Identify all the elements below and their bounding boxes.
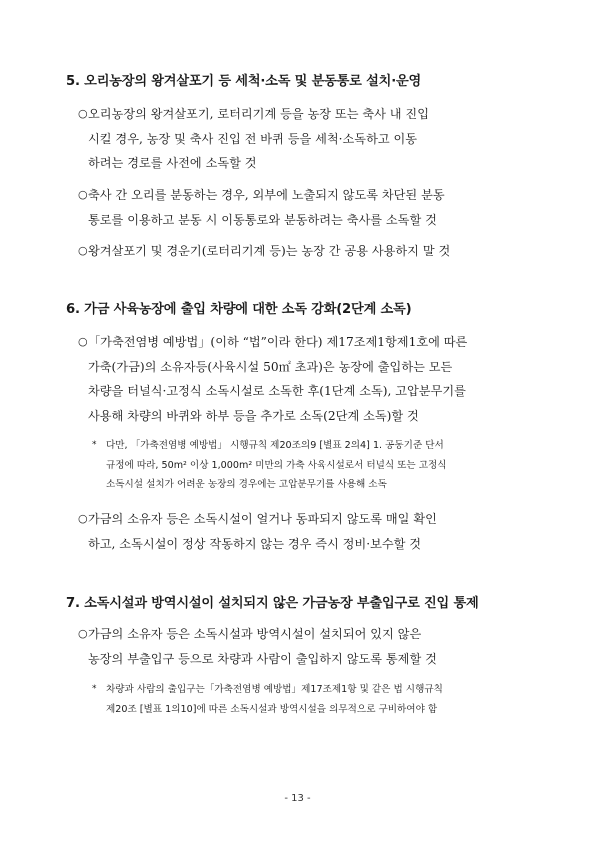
note-line: 차량과 사람의 출입구는「가축전염병 예방법」제17조제1항 및 같은 법 시행규칙 [106, 684, 443, 695]
asterisk-icon: * [92, 684, 97, 694]
circle-bullet-icon: ○ [78, 512, 88, 525]
asterisk-icon: * [92, 440, 97, 450]
section-7-footnote [66, 680, 536, 719]
section-6-footnote [66, 436, 536, 495]
text-line: 통로를 이용하고 분동 시 이동통로와 분동하려는 축사를 소독할 것 [88, 212, 437, 227]
note-line: 제20조 [별표 1의10]에 따른 소독시설과 방역시설을 의무적으로 구비하여야 함 [106, 703, 438, 715]
text-line: 왕겨살포기 및 경운기(로터리기계 등)는 농장 간 공용 사용하지 말 것 [88, 244, 451, 258]
section-6-item-2 [66, 507, 542, 556]
text-line: 가축(가금)의 소유자등(사육시설 50㎡ 초과)은 농장에 출입하는 모든 [88, 359, 453, 374]
note-line: 소독시설 설치가 어려운 농장의 경우에는 고압분무기를 사용해 소독 [106, 479, 387, 490]
circle-bullet-icon: ○ [78, 107, 88, 120]
text-line: 시킬 경우, 농장 및 축사 진입 전 바퀴 등을 세척·소독하고 이동 [88, 131, 418, 146]
circle-bullet-icon: ○ [78, 627, 88, 640]
text-line: 하려는 경로를 사전에 소독할 것 [88, 156, 257, 170]
section-5-item-1 [66, 102, 542, 176]
text-line: 「가축전염병 예방법」(이하 “법”이라 한다) 제17조제1항제1호에 따른 [88, 335, 468, 349]
text-line: 사용해 차량의 바퀴와 하부 등을 추가로 소독(2단계 소독)할 것 [88, 408, 419, 423]
text-line: 차량을 터널식·고정식 소독시설로 소독한 후(1단계 소독), 고압분무기를 [88, 384, 466, 398]
section-5-item-2 [66, 183, 542, 232]
section-7-item-1 [66, 622, 542, 671]
circle-bullet-icon: ○ [78, 335, 88, 348]
circle-bullet-icon: ○ [78, 188, 88, 201]
section-6-heading: 6. 가금 사육농장에 출입 차량에 대한 소독 강화(2단계 소독) [66, 302, 412, 317]
text-line: 하고, 소독시설이 정상 작동하지 않는 경우 즉시 정비·보수할 것 [88, 536, 422, 551]
text-line: 가금의 소유자 등은 소독시설이 얼거나 동파되지 않도록 매일 확인 [88, 512, 437, 526]
note-line: 다만, 「가축전염병 예방법」 시행규칙 제20조의9 [별표 2의4] 1. 공동기준 단서 [106, 440, 444, 451]
text-line: 오리농장의 왕겨살포기, 로터리기계 등을 농장 또는 축사 내 진입 [88, 107, 429, 121]
section-7-heading: 7. 소독시설과 방역시설이 설치되지 않은 가금농장 부출입구로 진입 통제 [66, 596, 479, 611]
text-line: 가금의 소유자 등은 소독시설과 방역시설이 설치되어 있지 않은 [88, 627, 422, 641]
circle-bullet-icon: ○ [78, 244, 88, 257]
section-5-heading: 5. 오리농장의 왕겨살포기 등 세척·소독 및 분동통로 설치·운영 [66, 74, 422, 89]
page-number: - 13 - [284, 793, 311, 804]
text-line: 농장의 부출입구 등으로 차량과 사람이 출입하지 않도록 통제할 것 [88, 651, 437, 666]
section-5-item-3 [66, 239, 542, 264]
text-line: 축사 간 오리를 분동하는 경우, 외부에 노출되지 않도록 차단된 분동 [88, 188, 445, 202]
section-6-item-1 [66, 330, 542, 428]
note-line: 규정에 따라, 50m² 이상 1,000m² 미만의 가축 사육시설로서 터널식 또는 고정식 [106, 459, 447, 471]
